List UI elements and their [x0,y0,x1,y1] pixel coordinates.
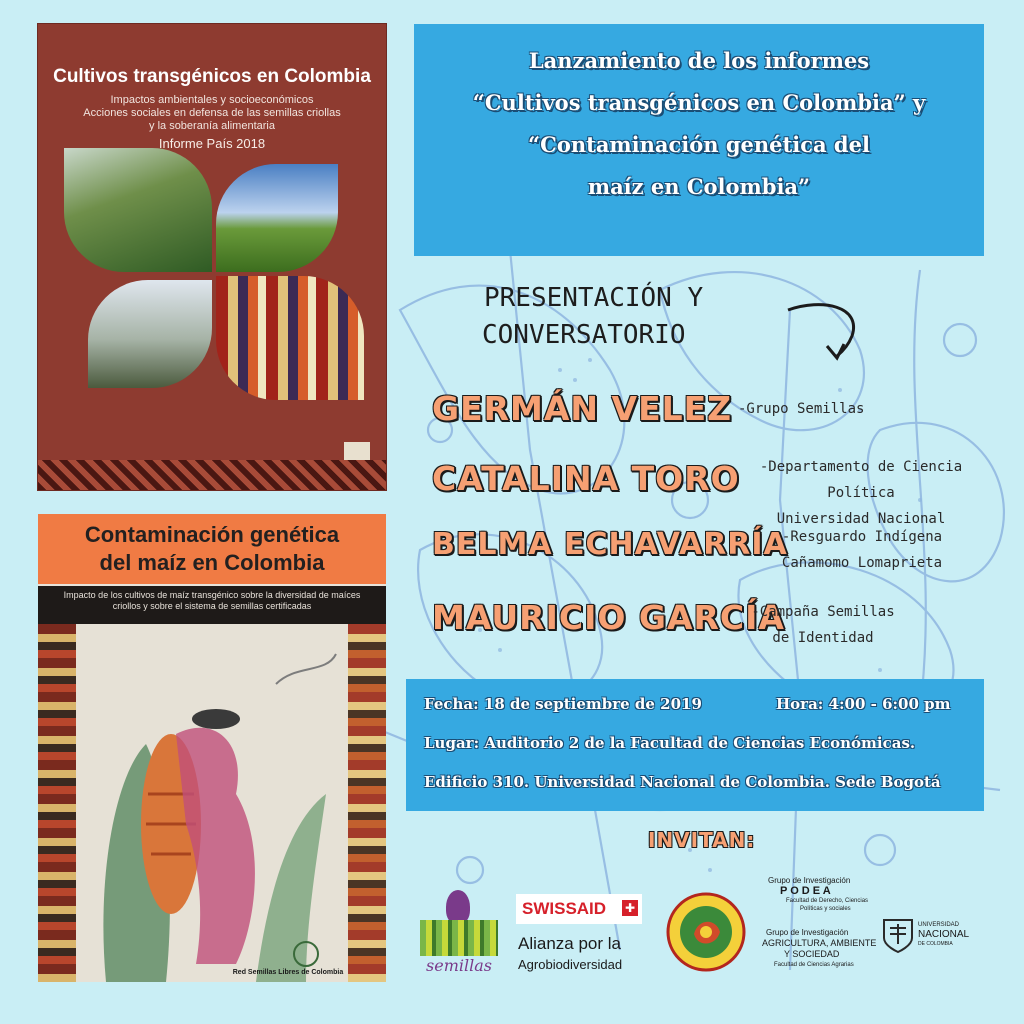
speaker-affiliation-line: de Identidad [772,630,874,646]
speaker-affiliation [748,524,976,576]
book2-subtitle [38,586,386,624]
event-date: Fecha: 18 de septiembre de 2019 [424,695,702,713]
speaker-name-german-velez: GERMÁN VELEZ [432,389,733,428]
speaker-name-belma-echavarria: BELMA ECHAVARRÍA [432,527,788,562]
podea-sub2: Políticas y sociales [800,906,851,912]
speaker-affiliation [738,454,984,532]
curved-arrow-icon [782,296,872,366]
book1-edition: Informe País 2018 [158,136,266,151]
photo-cotton-field [88,280,212,388]
speaker-name-catalina-toro: CATALINA TORO [432,459,740,498]
speaker-affiliation-line: -Resguardo Indígena [781,529,943,545]
speaker-affiliation-line: Cañamomo Lomaprieta [781,555,943,571]
red-semillas-libres-logo [666,892,746,972]
speaker-affiliation-line: Universidad Nacional [776,511,946,527]
book1-title: Cultivos transgénicos en Colombia [53,66,371,87]
corn-kernels-right-strip [348,624,386,982]
seed-icon [446,890,470,924]
un-line3: DE COLOMBIA [918,941,953,947]
book2-subtitle-line: Impacto de los cultivos de maíz transgénico sobre la diversidad de maíces [63,590,361,600]
book-cover-cultivos-transgenicos [38,24,386,490]
speaker-name-mauricio-garcia: MAURICIO GARCÍA [432,598,785,637]
photo-field-sky [216,164,338,272]
presentation-heading-line1: PRESENTACIÓN Y [484,283,704,313]
swissaid-logo [516,894,642,924]
decorative-pattern-band [38,460,386,490]
agri-sub: Facultad de Ciencias Agrarias [774,962,854,968]
event-place-line1: Lugar: Auditorio 2 de la Facultad de Ciencias Económicas. [424,734,916,752]
speaker-affiliation: -Grupo Semillas [738,401,865,417]
event-title-box [414,24,984,256]
grupo-semillas-logo [418,890,500,982]
event-title-line: “Cultivos transgénicos en Colombia” y [472,90,926,115]
invitan-heading: INVITAN: [648,828,756,852]
agri-top: Grupo de Investigación [766,928,849,937]
event-title-line: Lanzamiento de los informes [528,48,870,73]
un-line1: UNIVERSIDAD [918,922,960,928]
podea-top: Grupo de Investigación [768,876,851,885]
agri-line1: AGRICULTURA, AMBIENTE [762,938,877,948]
book2-title-line: Contaminación genética [84,522,340,547]
red-semillas-logo-text [0,0,1,1]
un-line2: NACIONAL [918,929,970,940]
book1-subtitle-line: Acciones sociales en defensa de las semillas criollas [83,107,341,119]
corn-kernels-left-strip [38,624,76,982]
alianza-line2: Agrobiodiversidad [518,957,623,972]
book-cover-contaminacion-genetica [38,514,386,982]
book2-title-line: del maíz en Colombia [99,550,325,575]
book2-subtitle-line: criollos y sobre el sistema de semillas certificadas [112,601,312,611]
universidad-nacional-shield-icon [880,916,916,954]
event-info-box [406,679,984,811]
book1-subtitle-line: Impactos ambientales y socioeconómicos [110,94,314,106]
event-title-line: maíz en Colombia” [587,174,811,199]
event-place-line2: Edificio 310. Universidad Nacional de Colombia. Sede Bogotá [424,773,941,791]
agri-line2: Y SOCIEDAD [784,949,840,959]
event-time: Hora: 4:00 - 6:00 pm [776,695,951,713]
speaker-affiliation [740,599,906,651]
photo-colored-corn [216,276,364,400]
illustration-woman-hugging-corn [76,624,348,982]
swissaid-logo-text: SWISSAID [522,899,607,918]
alianza-line1: Alianza por la [518,934,622,953]
presentation-heading-line2: CONVERSATORIO [482,320,686,350]
podea-sub1: Facultad de Derecho, Ciencias [786,898,869,904]
book1-subtitle-line: y la soberanía alimentaria [149,120,275,132]
plants-icon [420,920,498,956]
speaker-affiliation-line: -Departamento de Ciencia Política [759,459,963,501]
podea-name: P O D E A [780,885,831,897]
book2-publisher: Red Semillas Libres de Colombia [232,969,344,976]
event-title-line: “Contaminación genética del [528,132,870,157]
photo-corn-farmers [64,148,212,272]
speaker-affiliation-line: -Campaña Semillas [751,604,895,620]
swiss-cross-icon: ✚ [622,900,638,916]
semillas-logo-text: semillas [426,956,492,975]
